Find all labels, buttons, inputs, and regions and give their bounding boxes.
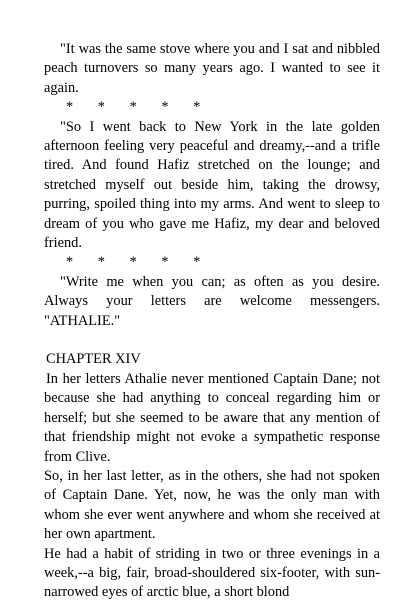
body-paragraph-last-letter: So, in her last letter, as in the others, she had not spoken of Captain Dane. Yet, now, he was the only man with whom she ever went anywhere and whom she received at her own apartment. xyxy=(44,467,380,543)
letter-paragraph-closing: "Write me when you can; as often as you desire. Always your letters are welcome messengers. "ATHALIE." xyxy=(44,273,380,329)
blank-line xyxy=(44,331,380,350)
section-separator: * * * * * xyxy=(66,254,201,271)
letter-paragraph-stove: "It was the same stove where you and I sat and nibbled peach turnovers so many years ago. I wanted to see it again. xyxy=(44,41,380,96)
body-paragraph-captain-dane: In her letters Athalie never mentioned Captain Dane; not because she had anything to conceal regarding him or herself; but she seemed to be aware that any mention of that friendship might not evoke a sympathetic response from Clive. xyxy=(44,370,380,465)
chapter-heading: CHAPTER XIV xyxy=(46,351,141,368)
document-page xyxy=(44,40,380,603)
letter-paragraph-new-york: "So I went back to New York in the late golden afternoon feeling very peaceful and dreamy,--and a trifle tired. And found Hafiz stretched on the lounge; and stretched myself out beside him, taking the drowsy, purring, spoiled thing into my arms. And went to sleep to dream of you who gave me Hafiz, my dear and beloved friend. xyxy=(44,118,380,252)
section-separator: * * * * * xyxy=(66,99,201,116)
body-paragraph-habit: He had a habit of striding in two or three evenings in a week,--a big, fair, broad-shouldered six-footer, with sun-narrowed eyes of arctic blue, a short blond xyxy=(44,545,380,601)
